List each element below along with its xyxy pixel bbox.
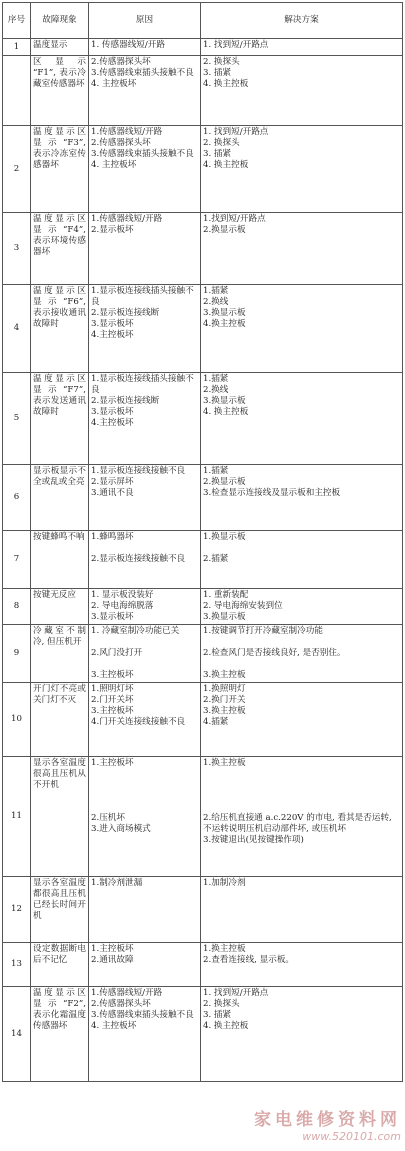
table-row (3, 126, 403, 213)
solution-item: 4. 换主控板 (203, 79, 249, 89)
cause-item: 4. 主控板坏 (91, 160, 137, 170)
fault-cause (89, 943, 201, 987)
row-number: 2 (3, 126, 31, 213)
table-row (3, 213, 403, 285)
row-number: 1 (3, 39, 31, 56)
table-row (3, 589, 403, 625)
solution-item: 1.插紧 (203, 286, 229, 296)
row-number: 4 (3, 285, 31, 373)
solution-item: 2.检查风门是否接线良好, 是否别住。 (203, 648, 346, 658)
solution-item: 1.按键调节打开冷藏室制冷功能 (203, 626, 323, 636)
solution-item: 1.换主控板 (203, 758, 246, 768)
fault-cause (89, 56, 201, 126)
fault-solution (201, 683, 403, 757)
solution-item: 1.换照明灯 (203, 684, 246, 694)
cause-item: 1.传感器线短/开路 (91, 988, 163, 998)
cause-item: 3.主控板坏 (91, 670, 134, 680)
cause-item: 2.显示屏坏 (91, 477, 134, 487)
fault-symptom: 按键蜂鸣不响 (31, 531, 89, 589)
cause-item: 4. 主控板坏 (91, 1021, 137, 1031)
table-row (3, 373, 403, 465)
solution-item: 2.插紧 (203, 554, 229, 564)
solution-item: 4.换主控板 (203, 319, 246, 329)
fault-solution (201, 625, 403, 683)
fault-symptom: 温度显示区 显 示 “F6”, 表示接收通讯故障时 (31, 285, 89, 373)
solution-item: 2.换线 (203, 297, 229, 307)
table-row (3, 531, 403, 589)
row-number: 10 (3, 683, 31, 757)
solution-item: 2.查看连接线, 显示板。 (203, 955, 295, 965)
table-row (3, 465, 403, 531)
fault-symptom: 区 显 示 “F1”, 表示冷藏室传感器坏 (31, 56, 89, 126)
fault-symptom: 温度显示区 显 示 “F2”, 表示化霜温度传感器坏 (31, 987, 89, 1082)
watermark-url: www.520101.com (302, 1130, 401, 1143)
cause-item: 2.传感器探头坏 (91, 999, 151, 1009)
solution-item: 4. 换主控板 (203, 1021, 249, 1031)
cause-item: 1.传感器线短/开路 (91, 127, 163, 137)
cause-item: 2.门开关坏 (91, 695, 134, 705)
solution-item: 2.换显示板 (203, 225, 246, 235)
cause-item: 2. 导电海绵脱落 (91, 601, 154, 611)
cause-item: 1.主控板坏 (91, 944, 134, 954)
solution-item: 2.换线 (203, 385, 229, 395)
fault-cause (89, 531, 201, 589)
table-row (3, 285, 403, 373)
solution-item: 1.换主控板 (203, 944, 246, 954)
solution-item: 3.换主控板 (203, 670, 246, 680)
fault-symptom: 温度显示区 显 示 “F3”, 表示冷冻室传感器坏 (31, 126, 89, 213)
fault-solution (201, 531, 403, 589)
solution-item: 3.换主控板 (203, 706, 246, 716)
fault-symptom: 按键无反应 (31, 589, 89, 625)
fault-cause (89, 39, 201, 56)
cause-item: 1. 显示板没装好 (91, 590, 154, 600)
solution-item: 3.按键退出(见按键操作项) (203, 835, 304, 845)
fault-solution (201, 285, 403, 373)
cause-item: 3.显示板坏 (91, 612, 134, 622)
cause-item: 2.压机坏 (91, 813, 125, 823)
table-row (3, 877, 403, 943)
fault-solution (201, 877, 403, 943)
cause-item: 4.主控板坏 (91, 418, 134, 428)
solution-item: 1. 找到短/开路点 (203, 40, 269, 50)
cause-item: 2.显示板坏 (91, 225, 134, 235)
cause-item: 2.传感器探头坏 (91, 138, 151, 148)
table-row (3, 757, 403, 877)
solution-item: 1. 找到短/开路点 (203, 127, 269, 137)
table-row (3, 39, 403, 56)
cause-item: 3.主控板坏 (91, 706, 134, 716)
fault-symptom: 开门灯不亮或关门灯不灭 (31, 683, 89, 757)
cause-item: 2.显示板连接线接触不良 (91, 554, 186, 564)
fault-symptom: 冷藏室不制冷, 但压机开 (31, 625, 89, 683)
cause-item: 1.蜂鸣器坏 (91, 532, 134, 542)
solution-item: 2.给压机直接通 a.c.220V 的市电, 看其是否运转, 不运转说明压机启动部件坏, 或压机坏 (203, 813, 392, 834)
row-number: 12 (3, 877, 31, 943)
fault-symptom: 温度显示 (31, 39, 89, 56)
fault-cause (89, 683, 201, 757)
fault-symptom: 设定数据断电后不记忆 (31, 943, 89, 987)
fault-cause (89, 126, 201, 213)
fault-cause (89, 625, 201, 683)
solution-item: 3.换显示板 (203, 308, 246, 318)
cause-item: 1.制冷剂泄漏 (91, 878, 143, 888)
solution-item: 1. 找到短/开路点 (203, 988, 269, 998)
cause-item: 2.显示板连接线断 (91, 396, 160, 406)
solution-item: 4. 换主控板 (203, 160, 249, 170)
fault-cause (89, 589, 201, 625)
cause-item: 1.照明灯坏 (91, 684, 134, 694)
fault-solution (201, 757, 403, 877)
cause-item: 4. 主控板坏 (91, 79, 137, 89)
solution-item: 1.换显示板 (203, 532, 246, 542)
cause-item: 1.主控板坏 (91, 758, 134, 768)
cause-item: 3.传感器线束插头接触不良 (91, 1010, 194, 1020)
header-cause: 原因 (89, 3, 201, 39)
table-row (3, 683, 403, 757)
fault-cause (89, 213, 201, 285)
solution-item: 1.插紧 (203, 374, 229, 384)
table-header-row (3, 3, 403, 39)
solution-item: 4.插紧 (203, 717, 229, 727)
fault-symptom: 温度显示区 显 示 “F4”, 表示环境传感器坏 (31, 213, 89, 285)
solution-item: 2. 换探头 (203, 999, 240, 1009)
cause-item: 4.门开关连接线接触不良 (91, 717, 186, 727)
table-row (3, 943, 403, 987)
header-solution: 解决方案 (201, 3, 403, 39)
solution-item: 2. 换探头 (203, 138, 240, 148)
fault-solution (201, 56, 403, 126)
cause-item: 3.传感器线束插头接触不良 (91, 149, 194, 159)
cause-item: 3.进入商场模式 (91, 824, 151, 834)
row-number: 5 (3, 373, 31, 465)
solution-item: 1. 重新装配 (203, 590, 249, 600)
cause-item: 2.显示板连接线断 (91, 308, 160, 318)
fault-table (2, 2, 403, 1082)
watermark (254, 1105, 401, 1143)
fault-symptom: 温度显示区 显 示 “F7”, 表示发送通讯故障时 (31, 373, 89, 465)
solution-item: 3.换显示板 (203, 396, 246, 406)
watermark-text: 家电维修资料网 (254, 1110, 401, 1130)
cause-item: 3.显示板坏 (91, 319, 134, 329)
cause-item: 3.通讯不良 (91, 488, 134, 498)
cause-item: 3.显示板坏 (91, 407, 134, 417)
header-symptom: 故障现象 (31, 3, 89, 39)
fault-symptom: 显示板显示不全或乱或全亮 (31, 465, 89, 531)
table-row (3, 625, 403, 683)
fault-cause (89, 285, 201, 373)
cause-item: 2.传感器探头坏 (91, 57, 151, 67)
fault-cause (89, 877, 201, 943)
row-number: 3 (3, 213, 31, 285)
row-number: 7 (3, 531, 31, 589)
solution-item: 3.换显示板 (203, 612, 246, 622)
cause-item: 1. 冷藏室制冷功能已关 (91, 626, 180, 636)
row-number: 11 (3, 757, 31, 877)
cause-item: 3.传感器线束插头接触不良 (91, 68, 194, 78)
solution-item: 3.检查显示连接线及显示板和主控板 (203, 488, 341, 498)
solution-item: 2.换显示板 (203, 477, 246, 487)
cause-item: 1.显示板连接线插头接触不良 (91, 374, 194, 395)
solution-item: 1.加制冷剂 (203, 878, 246, 888)
row-number (3, 56, 31, 126)
cause-item: 4.主控板坏 (91, 330, 134, 340)
cause-item: 2.通讯故障 (91, 955, 134, 965)
header-no: 序号 (3, 3, 31, 39)
fault-symptom: 显示各室温度都很高且压机已经长时间开机 (31, 877, 89, 943)
fault-solution (201, 943, 403, 987)
solution-item: 2. 导电海绵安装到位 (203, 601, 283, 611)
fault-cause (89, 465, 201, 531)
fault-solution (201, 987, 403, 1082)
cause-item: 1. 传感器线短/开路 (91, 40, 165, 50)
fault-cause (89, 757, 201, 877)
cause-item: 1.显示板连接线接触不良 (91, 466, 186, 476)
row-number: 9 (3, 625, 31, 683)
fault-solution (201, 126, 403, 213)
row-number: 14 (3, 987, 31, 1082)
fault-solution (201, 213, 403, 285)
solution-item: 4. 换主控板 (203, 407, 249, 417)
fault-solution (201, 39, 403, 56)
fault-cause (89, 987, 201, 1082)
solution-item: 3. 插紧 (203, 1010, 232, 1020)
solution-item: 3. 插紧 (203, 149, 232, 159)
solution-item: 3. 插紧 (203, 68, 232, 78)
fault-solution (201, 373, 403, 465)
fault-solution (201, 465, 403, 531)
fault-solution (201, 589, 403, 625)
table-row (3, 987, 403, 1082)
solution-item: 1.找到短/开路点 (203, 214, 266, 224)
solution-item: 2. 换探头 (203, 57, 240, 67)
cause-item: 1.传感器线短/开路 (91, 214, 163, 224)
fault-symptom: 显示各室温度很高且压机从不开机 (31, 757, 89, 877)
solution-item: 1.插紧 (203, 466, 229, 476)
row-number: 8 (3, 589, 31, 625)
row-number: 6 (3, 465, 31, 531)
cause-item: 1.显示板连接线插头接触不良 (91, 286, 194, 307)
cause-item: 2.风门没打开 (91, 648, 143, 658)
table-row (3, 56, 403, 126)
row-number: 13 (3, 943, 31, 987)
solution-item: 2.换门开关 (203, 695, 246, 705)
fault-cause (89, 373, 201, 465)
